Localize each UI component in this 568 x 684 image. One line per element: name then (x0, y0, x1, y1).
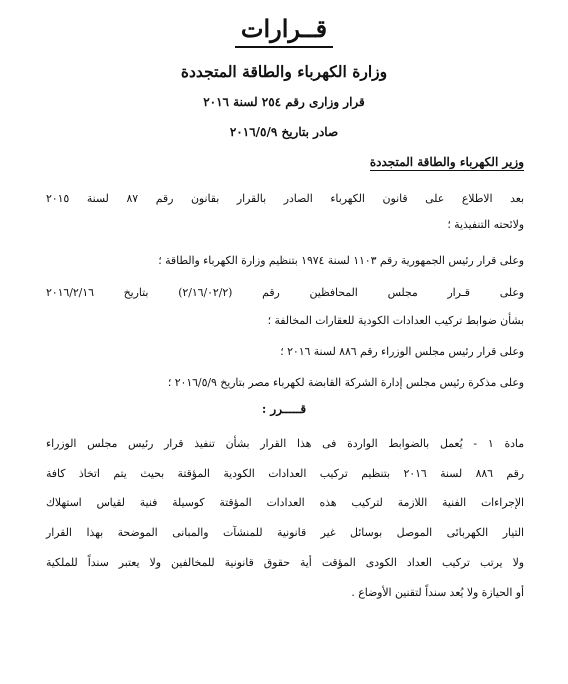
issue-date: صادر بتاريخ ٢٠١٦/٥/٩ (229, 125, 339, 139)
article-line: رقم ٨٨٦ لسنة ٢٠١٦ بتنظيم تركيب العدادات الكودية المؤقتة بحيث يتم اتخاذ كافة (46, 467, 524, 480)
article-line: التيار الكهربائى الموصل بوسائل غير قانونية للمنشآت والمبانى الموضحة بهذا القرار (46, 526, 524, 539)
preamble-line: بعد الاطلاع على قانون الكهرباء الصادر بالقرار بقانون رقم ٨٧ لسنة ٢٠١٥ (46, 192, 524, 205)
preamble-line: وعلى قـرار مجلس المحافظين رقم (٢/١٦/٠٢/٢) بتاريخ ٢٠١٦/٢/١٦ (46, 286, 524, 299)
preamble-line: وعلى قرار رئيس مجلس الوزراء رقم ٨٨٦ لسنة ٢٠١٦ ؛ (280, 345, 524, 358)
article-line: ولا يرتب تركيب العداد الكودى المؤقت أية حقوق قانونية للمخالفين ولا يعتبر سنداً للملكية (46, 556, 524, 569)
title-block (0, 14, 568, 48)
preamble-line: وعلى مذكرة رئيس مجلس إدارة الشركة القابضة لكهرباء مصر بتاريخ ٢٠١٦/٥/٩ ؛ (167, 376, 524, 389)
page-title: قــرارات (235, 14, 333, 48)
preamble-line: وعلى قرار رئيس الجمهورية رقم ١١٠٣ لسنة ١٩٧٤ بتنظيم وزارة الكهرباء والطاقة ؛ (158, 254, 524, 267)
decided-heading: قـــــرر : (261, 402, 307, 416)
article-line: أو الحيازة ولا يُعد سنداً لتقنين الأوضاع . (351, 586, 524, 599)
preamble-line: ولائحته التنفيذية ؛ (447, 218, 524, 231)
preamble-line: بشأن ضوابط تركيب العدادات الكودية للعقارات المخالفة ؛ (267, 314, 524, 327)
ministry-name: وزارة الكهرباء والطاقة المتجددة (180, 62, 388, 81)
article-line: الإجراءات الفنية اللازمة لتركيب هذه العدادات المؤقتة كوسيلة فنية لقياس استهلاك (46, 496, 524, 509)
minister-title: وزير الكهرباء والطاقة المتجددة (369, 155, 524, 169)
article-line (46, 437, 524, 450)
decree-number: قرار وزارى رقم ٢٥٤ لسنة ٢٠١٦ (203, 95, 365, 109)
minister-heading (370, 155, 524, 169)
article-text: مادة ١ - يُعمل بالضوابط الواردة فى هذا القرار بشأن تنفيذ قرار رئيس مجلس الوزراء (46, 437, 524, 450)
